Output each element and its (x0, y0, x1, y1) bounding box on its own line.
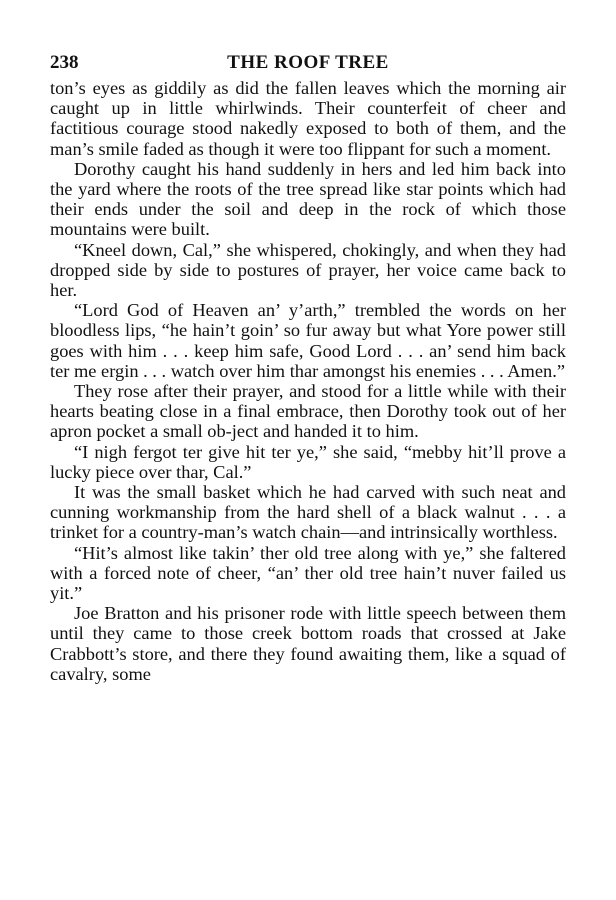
paragraph: “Lord God of Heaven an’ y’arth,” trembled the words on her bloodless lips, “he hain’t goin’ so fur away but what Yore power still goes with him . . . keep him safe, Good Lord . . . an’ send him back ter me ergin . . . watch over him thar amongst his enemies . . . Amen.” (50, 300, 566, 381)
paragraph: It was the small basket which he had carved with such neat and cunning workmanship from the hard shell of a black walnut . . . a trinket for a country-man’s watch chain—and intrinsically worthless. (50, 482, 566, 543)
page-number: 238 (50, 52, 79, 73)
body-text (50, 78, 566, 684)
paragraph: “Hit’s almost like takin’ ther old tree along with ye,” she faltered with a forced note of cheer, “an’ ther old tree hain’t nuver failed us yit.” (50, 542, 566, 604)
running-head (50, 48, 566, 78)
paragraph: “I nigh fergot ter give hit ter ye,” she said, “mebby hit’ll prove a lucky piece over thar, Cal.” (50, 441, 566, 482)
paragraph: They rose after their prayer, and stood for a little while with their hearts beating close in a final embrace, then Dorothy took out of her apron pocket a small ob-ject and handed it to him. (50, 381, 566, 442)
paragraph: ton’s eyes as giddily as did the fallen leaves which the morning air caught up in little whirlwinds. Their counterfeit of cheer and factitious courage stood nakedly exposed to both of them, and the man’s smile faded as though it were too flippant for such a moment. (50, 78, 566, 159)
book-page (50, 48, 566, 684)
paragraph: Joe Bratton and his prisoner rode with little speech between them until they came to those creek bottom roads that crossed at Jake Crabbott’s store, and there they found awaiting them, like a squad of cavalry, some (50, 603, 566, 684)
paragraph: “Kneel down, Cal,” she whispered, chokingly, and when they had dropped side by side to postures of prayer, her voice came back to her. (50, 239, 566, 301)
paragraph: Dorothy caught his hand suddenly in hers and led him back into the yard where the roots of the tree spread like star points which had their ends under the soil and deep in the rock of which those mountains were built. (50, 158, 566, 240)
book-title: THE ROOF TREE (227, 52, 389, 73)
